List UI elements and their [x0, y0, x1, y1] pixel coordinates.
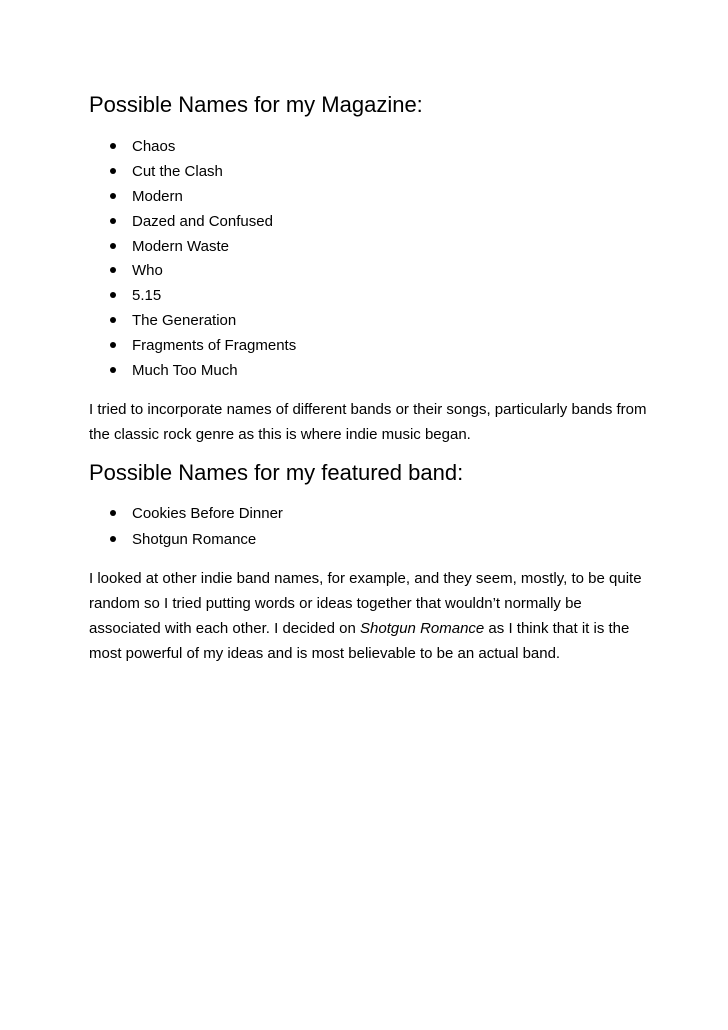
- list-item: [0, 361, 728, 386]
- list-item: [0, 530, 728, 556]
- list-item: [0, 286, 728, 311]
- list-item: [0, 212, 728, 237]
- list-item: [0, 187, 728, 212]
- bullet-icon: [110, 193, 116, 199]
- list-item: [0, 162, 728, 187]
- emphasized-band-name: Shotgun Romance: [360, 620, 485, 637]
- bullet-icon: [110, 292, 116, 298]
- band-names-heading: Possible Names for my featured band:: [89, 460, 464, 485]
- list-item-text: Fragments of Fragments: [132, 337, 297, 355]
- list-item: [0, 504, 728, 530]
- list-item-text: The Generation: [132, 312, 237, 330]
- list-item: [0, 237, 728, 262]
- list-item-text: Cookies Before Dinner: [132, 505, 283, 522]
- magazine-names-paragraph: I tried to incorporate names of different bands or their songs, particularly bands from the classic rock genre as this is where indie music began.: [89, 401, 647, 443]
- bullet-icon: [110, 510, 116, 516]
- list-item: [0, 311, 728, 336]
- paragraph-text: as I think that it is the most powerful of my ideas and is most believable to be an actual band.: [89, 620, 630, 662]
- bullet-icon: [110, 536, 116, 542]
- bullet-icon: [110, 218, 116, 224]
- list-item-text: Shotgun Romance: [132, 531, 257, 548]
- list-item: [0, 261, 728, 286]
- list-item-text: Who: [132, 262, 163, 280]
- list-item-text: Dazed and Confused: [132, 212, 273, 230]
- list-item: [0, 137, 728, 162]
- list-item-text: Cut the Clash: [132, 162, 223, 180]
- bullet-icon: [110, 168, 116, 174]
- bullet-icon: [110, 317, 116, 323]
- list-item-text: Chaos: [132, 138, 176, 155]
- bullet-icon: [110, 143, 116, 149]
- bullet-icon: [110, 267, 116, 273]
- paragraph-text: I looked at other indie band names, for example, and they seem, mostly, to be quite random so I tried putting words or ideas together that wouldn’t normally be associated with each other. I decided on: [89, 570, 642, 637]
- band-names-list: [0, 504, 728, 556]
- list-item-text: 5.15: [132, 287, 162, 305]
- bullet-icon: [110, 342, 116, 348]
- band-names-paragraph: [89, 566, 649, 666]
- list-item-text: Modern Waste: [132, 237, 229, 255]
- magazine-names-heading: Possible Names for my Magazine:: [89, 92, 423, 117]
- bullet-icon: [110, 367, 116, 373]
- list-item-text: Modern: [132, 187, 183, 205]
- list-item: [0, 336, 728, 361]
- list-item-text: Much Too Much: [132, 362, 238, 380]
- bullet-icon: [110, 243, 116, 249]
- magazine-names-list: [0, 137, 728, 386]
